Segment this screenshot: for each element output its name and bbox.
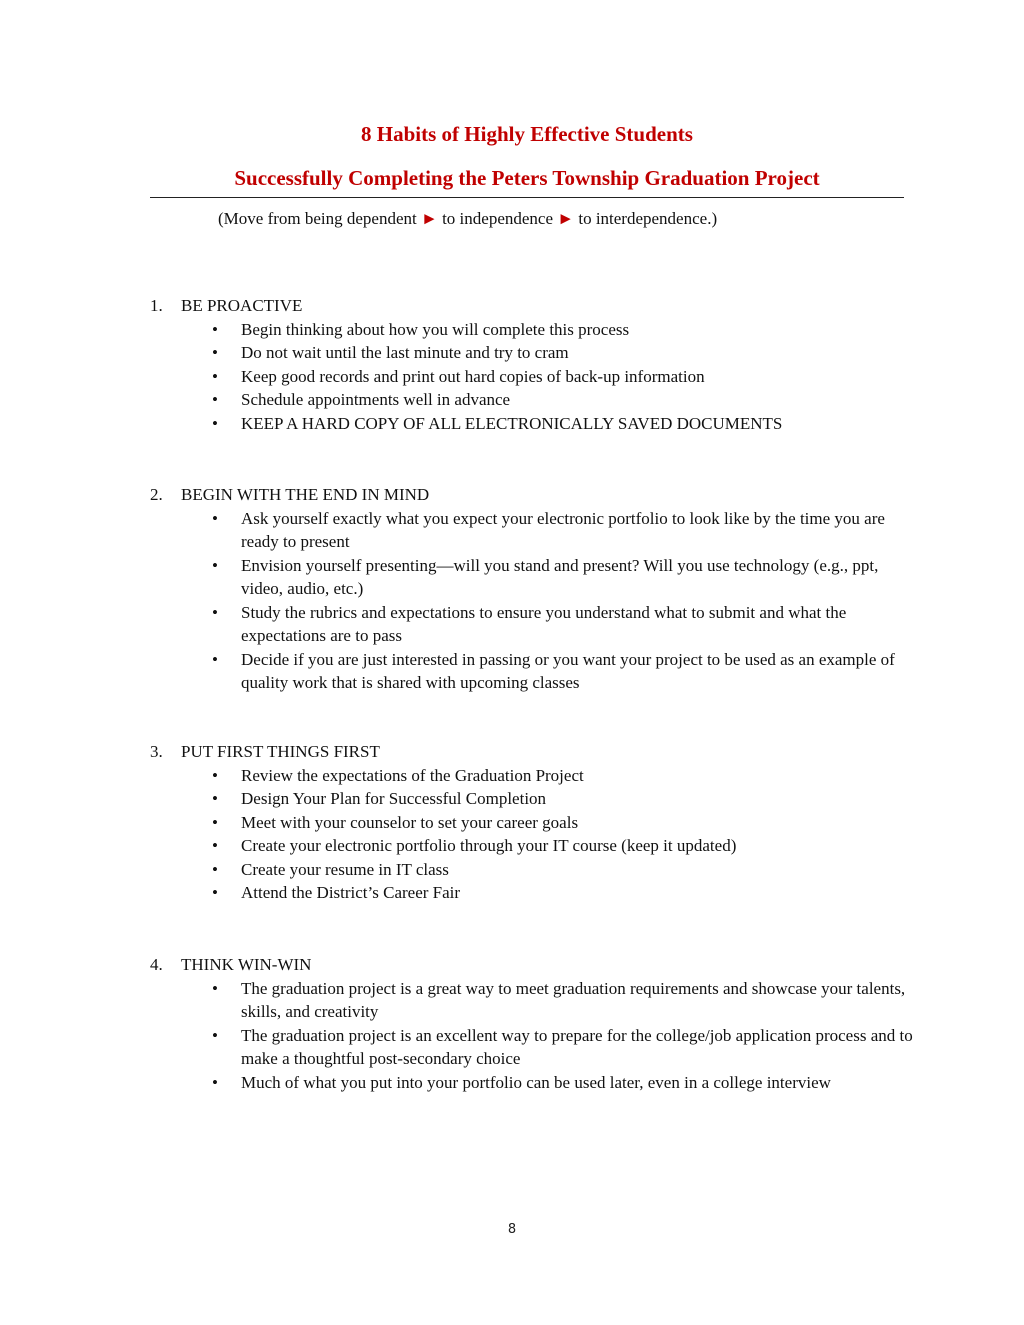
section-heading xyxy=(150,294,920,318)
section-heading-text: BE PROACTIVE xyxy=(181,296,303,315)
list-item-text: The graduation project is a great way to meet graduation requirements and showcase your talents, skills, and creativity xyxy=(241,978,906,1021)
list-item xyxy=(150,858,920,882)
list-item-text: Much of what you put into your portfolio can be used later, even in a college interview xyxy=(241,1072,831,1092)
tagline-part-3: to interdependence.) xyxy=(574,209,718,228)
list-item xyxy=(150,764,920,788)
list-item-text: Create your resume in IT class xyxy=(241,859,449,879)
bullet-icon: • xyxy=(212,836,218,855)
list-item xyxy=(150,977,920,1024)
list-item xyxy=(150,787,920,811)
bullet-list xyxy=(150,764,920,905)
tagline xyxy=(218,208,717,230)
list-item xyxy=(150,811,920,835)
bullet-list xyxy=(150,318,920,436)
bullet-icon: • xyxy=(212,508,218,528)
list-item-text: The graduation project is an excellent way to prepare for the college/job application process and to make a thoughtful post-secondary choice xyxy=(241,1025,913,1068)
section-heading xyxy=(150,953,920,977)
list-item xyxy=(150,341,920,365)
list-item xyxy=(150,554,920,601)
list-item-text: Create your electronic portfolio through your IT course (keep it updated) xyxy=(241,836,737,855)
list-item-text: Begin thinking about how you will complete this process xyxy=(241,319,630,339)
list-item-text: Schedule appointments well in advance xyxy=(241,390,511,409)
section-heading-text: PUT FIRST THINGS FIRST xyxy=(181,742,380,761)
habit-section-4 xyxy=(150,953,920,1094)
tagline-part-2: to independence xyxy=(437,209,558,228)
bullet-list xyxy=(150,507,920,695)
bullet-icon: • xyxy=(212,319,218,339)
list-item-text: Meet with your counselor to set your career goals xyxy=(241,812,579,832)
list-item xyxy=(150,601,920,648)
bullet-icon: • xyxy=(212,649,218,669)
list-item-text: Review the expectations of the Graduation Project xyxy=(241,765,584,785)
list-item xyxy=(150,881,920,905)
section-number: 3. xyxy=(150,742,163,761)
section-heading-text: BEGIN WITH THE END IN MIND xyxy=(181,485,430,504)
list-item-text: KEEP A HARD COPY OF ALL ELECTRONICALLY SAVED DOCUMENTS xyxy=(241,413,783,433)
list-item xyxy=(150,318,920,342)
list-item-text: Envision yourself presenting—will you stand and present? Will you use technology (e.g., ppt, video, audio, etc.) xyxy=(241,555,879,598)
list-item xyxy=(150,648,920,695)
bullet-icon: • xyxy=(212,1025,218,1045)
bullet-icon: • xyxy=(212,555,218,575)
list-item xyxy=(150,1071,920,1095)
bullet-icon: • xyxy=(212,812,218,832)
list-item-text: Attend the District’s Career Fair xyxy=(241,883,461,902)
bullet-icon: • xyxy=(212,602,218,622)
list-item xyxy=(150,1024,920,1071)
section-heading xyxy=(150,740,920,764)
bullet-icon: • xyxy=(212,366,218,386)
habit-section-2 xyxy=(150,483,920,695)
list-item-text: Study the rubrics and expectations to ensure you understand what to submit and what the expectations are to pass xyxy=(241,602,847,645)
title-divider xyxy=(150,197,904,198)
bullet-icon: • xyxy=(212,390,218,409)
section-number: 4. xyxy=(150,955,163,974)
bullet-icon: • xyxy=(212,789,218,808)
section-heading xyxy=(150,483,920,507)
list-item xyxy=(150,388,920,412)
bullet-icon: • xyxy=(212,343,218,362)
document-title: 8 Habits of Highly Effective Students xyxy=(361,122,693,146)
list-item xyxy=(150,834,920,858)
bullet-list xyxy=(150,977,920,1095)
list-item-text: Do not wait until the last minute and try to cram xyxy=(241,343,569,362)
document-subtitle: Successfully Completing the Peters Township Graduation Project xyxy=(234,166,820,190)
list-item-text: Ask yourself exactly what you expect your electronic portfolio to look like by the time you are ready to present xyxy=(241,508,885,551)
list-item-text: Design Your Plan for Successful Completion xyxy=(241,789,547,808)
arrow-right-icon: ► xyxy=(557,209,575,228)
bullet-icon: • xyxy=(212,883,218,902)
bullet-icon: • xyxy=(212,978,218,998)
section-heading-text: THINK WIN-WIN xyxy=(181,955,312,974)
bullet-icon: • xyxy=(212,1072,218,1092)
section-number: 1. xyxy=(150,296,163,315)
page-number: 8 xyxy=(507,1222,517,1237)
arrow-right-icon: ► xyxy=(421,209,438,228)
habit-section-1 xyxy=(150,294,920,435)
list-item xyxy=(150,365,920,389)
list-item xyxy=(150,507,920,554)
tagline-part-1: (Move from being dependent xyxy=(218,209,421,228)
list-item-text: Keep good records and print out hard copies of back-up information xyxy=(241,366,705,386)
habit-section-3 xyxy=(150,740,920,905)
bullet-icon: • xyxy=(212,765,218,785)
list-item xyxy=(150,412,920,436)
list-item-text: Decide if you are just interested in passing or you want your project to be used as an example of quality work that is shared with upcoming classes xyxy=(241,649,895,692)
section-number: 2. xyxy=(150,485,163,504)
bullet-icon: • xyxy=(212,859,218,879)
bullet-icon: • xyxy=(212,413,218,433)
